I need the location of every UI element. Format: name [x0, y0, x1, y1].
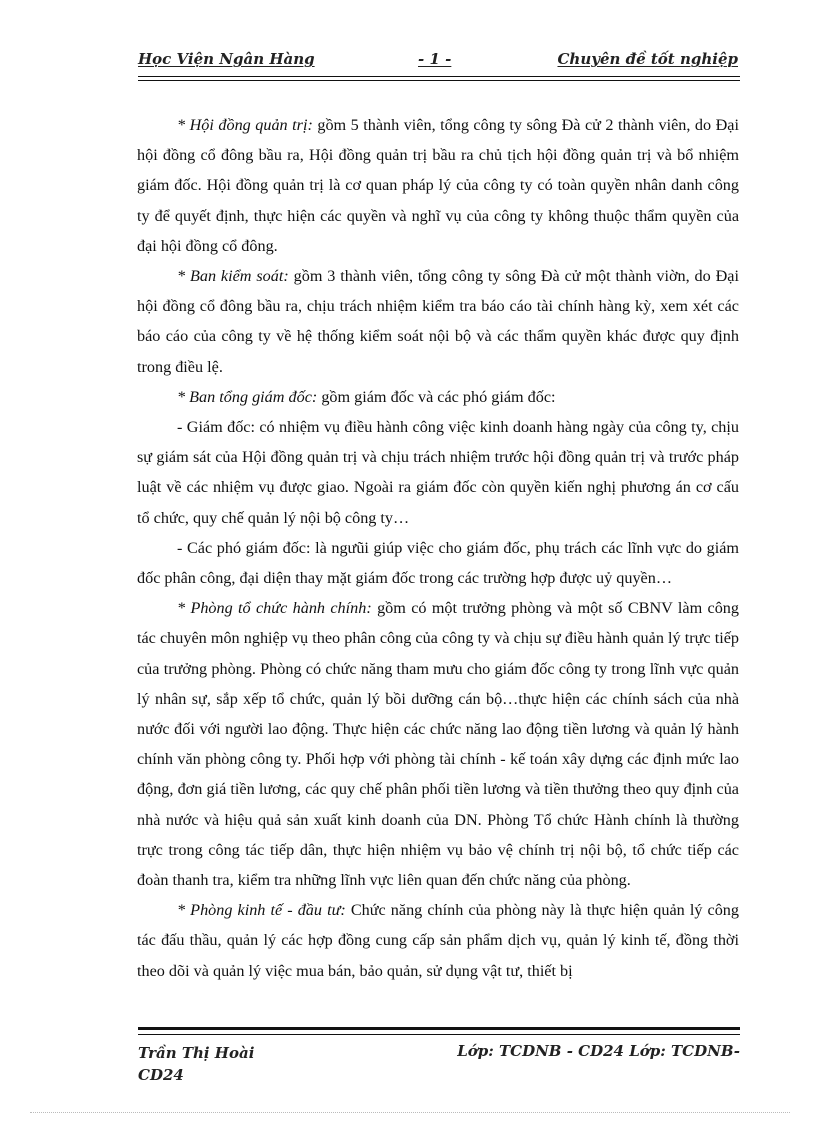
- paragraph-text: gồm giám đốc và các phó giám đốc:: [317, 387, 556, 406]
- paragraph-executive-board: [137, 382, 739, 412]
- paragraph-label: * Ban kiểm soát:: [177, 267, 289, 286]
- paragraph-supervisory-board: [137, 261, 739, 382]
- page-number: - 1 -: [418, 50, 452, 68]
- paragraph-label: * Phòng kinh tế - đầu tư:: [177, 901, 346, 920]
- paragraph-deputy-directors: [137, 533, 739, 593]
- paragraph-economic-investment-department: [137, 895, 739, 986]
- footer-author: [138, 1042, 254, 1086]
- footer-rule-thin: [138, 1034, 740, 1035]
- page-footer: [138, 1038, 740, 1098]
- paragraph-text: gồm 3 thành viên, tổng công ty sông Đà cử một thành viờn, do Đại hội đồng cổ đông bầu ra, chịu trách nhiệm kiểm tra báo cáo tài chính hàng kỳ, xem xét các báo cáo của công ty về hệ thống kiểm soát nội bộ và các thẩm quyền khác được quy định trong điều lệ.: [137, 267, 739, 376]
- header-institution: Học Viện Ngân Hàng: [138, 50, 315, 68]
- paragraph-board-of-directors: [137, 110, 739, 261]
- page-header: [138, 46, 738, 76]
- paragraph-text: gồm 5 thành viên, tổng công ty sông Đà cử 2 thành viên, do Đại hội đồng cổ đông bầu ra, Hội đồng quản trị bầu ra chủ tịch hội đồng quản trị và bổ nhiệm giám đốc. Hội đồng quản trị là cơ quan pháp lý của công ty có toàn quyền nhân danh công ty để quyết định, thực hiện các quyền và nghĩ vụ của công ty không thuộc thẩm quyền của đại hội đồng cổ đông.: [137, 116, 739, 255]
- page-bottom-dotted-line: [30, 1112, 790, 1113]
- header-rule: [138, 76, 740, 77]
- footer-rule: [138, 1027, 740, 1030]
- document-body: [137, 110, 739, 986]
- header-doc-type: Chuyên đề tốt nghiệp: [557, 50, 738, 68]
- paragraph-label: * Hội đồng quản trị:: [177, 116, 313, 134]
- paragraph-admin-department: [137, 593, 739, 895]
- header-rule-thin: [138, 80, 740, 81]
- author-class-continued: CD24: [138, 1066, 184, 1084]
- paragraph-text: Chức năng chính của phòng này là thực hiện quản lý công tác đấu thầu, quản lý các hợp đồng cung cấp sản phẩm dịch vụ, quản lý kinh tế, đồng thời theo dõi và quản lý việc mua bán, bảo quản, sử dụng vật tư, thiết bị: [137, 901, 739, 980]
- paragraph-label: * Ban tổng giám đốc:: [177, 387, 318, 406]
- paragraph-text: - Các phó giám đốc: là ngưũi giúp việc cho giám đốc, phụ trách các lĩnh vực do giám đốc phân công, đại diện thay mặt giám đốc trong các trường hợp được uỷ quyền…: [137, 538, 739, 588]
- author-name: Trần Thị Hoài: [138, 1044, 255, 1062]
- paragraph-text: - Giám đốc: có nhiệm vụ điều hành công việc kinh doanh hàng ngày của công ty, chịu sự giám sát của Hội đồng quản trị và chịu trách nhiệm trước hội đồng quản trị và trước pháp luật về các nhiệm vụ được giao. Ngoài ra giám đốc còn quyền kiến nghị phương án cơ cấu tổ chức, quy chế quản lý nội bộ công ty…: [137, 418, 739, 527]
- paragraph-director: [137, 412, 739, 533]
- paragraph-text: gồm có một trưởng phòng và một số CBNV làm công tác chuyên môn nghiệp vụ theo phân công của công ty và chịu sự điều hành quản lý trực tiếp của trưởng phòng. Phòng có chức năng tham mưu cho giám đốc công ty trong lĩnh vực quản lý nhân sự, sắp xếp tổ chức, quản lý bồi dưỡng cán bộ…thực hiện các chính sách của nhà nước đối với người lao động. Thực hiện các chức năng lao động tiền lương và quản lý hành chính văn phòng công ty. Phối hợp với phòng tài chính - kế toán xây dựng các định mức lao động, đơn giá tiền lương, các quy chế phân phối tiền lương và tiền thưởng theo quy định của nhà nước và hiệu quả sản xuất kinh doanh của DN. Phòng Tổ chức Hành chính là thường trực trong công tác tiếp dân, thực hiện nhiệm vụ bảo vệ chính trị nội bộ, tổ chức tiếp các đoàn thanh tra, kiểm tra những lĩnh vực liên quan đến chức năng của phòng.: [137, 599, 739, 890]
- footer-class: Lớp: TCDNB - CD24 Lớp: TCDNB-: [457, 1042, 740, 1060]
- paragraph-label: * Phòng tổ chức hành chính:: [177, 599, 372, 618]
